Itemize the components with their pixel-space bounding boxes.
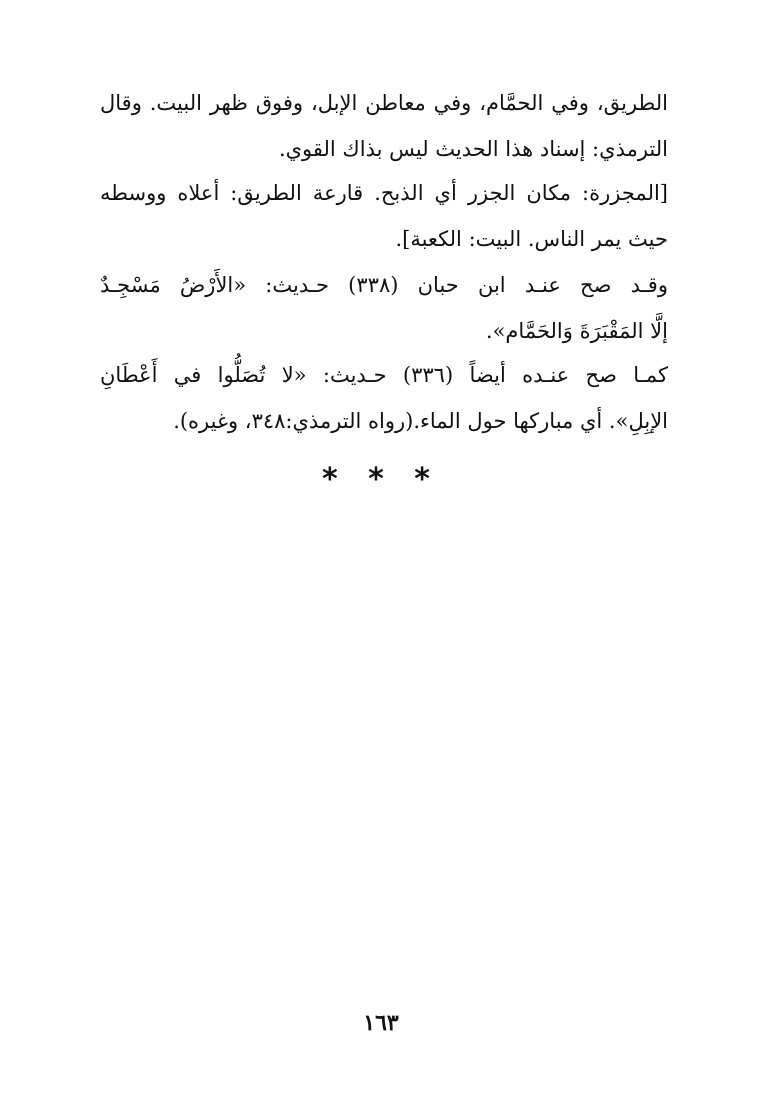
text-line: الترمذي: إسناد هذا الحديث ليس بذاك القوي. [278, 137, 668, 161]
paragraph-glossary [100, 170, 668, 262]
text-line: وقـد صح عنـد ابن حبان (٣٣٨) حـديث: «الأَرْضُ مَسْجِـدٌ [100, 273, 668, 297]
text-line: كمـا صح عنـده أيضاً (٣٣٦) حـديث: «لا تُصَلُّوا في أَعْطَانِ [100, 363, 668, 387]
paragraph-ibn-hibban-338 [100, 262, 668, 354]
section-separator: * * * [322, 462, 440, 497]
text-line: إلَّا المَقْبَرَةَ وَالحَمَّام». [485, 319, 668, 343]
text-line: [المجزرة: مكان الجزر أي الذبح. قارعة الطريق: أعلاه ووسطه [100, 181, 668, 205]
text-line: الإبِلِ». أي مباركها حول الماء.(رواه الترمذي:٣٤٨، وغيره). [173, 409, 668, 433]
paragraph-ibn-hibban-336 [100, 352, 668, 444]
paragraph-hadith-places [100, 80, 668, 172]
text-line: حيث يمر الناس. البيت: الكعبة]. [395, 227, 668, 251]
page-number: ١٦٣ [363, 1010, 399, 1036]
text-line: الطريق، وفي الحمَّام، وفي معاطن الإبل، وفوق ظهر البيت. وقال [100, 91, 668, 115]
